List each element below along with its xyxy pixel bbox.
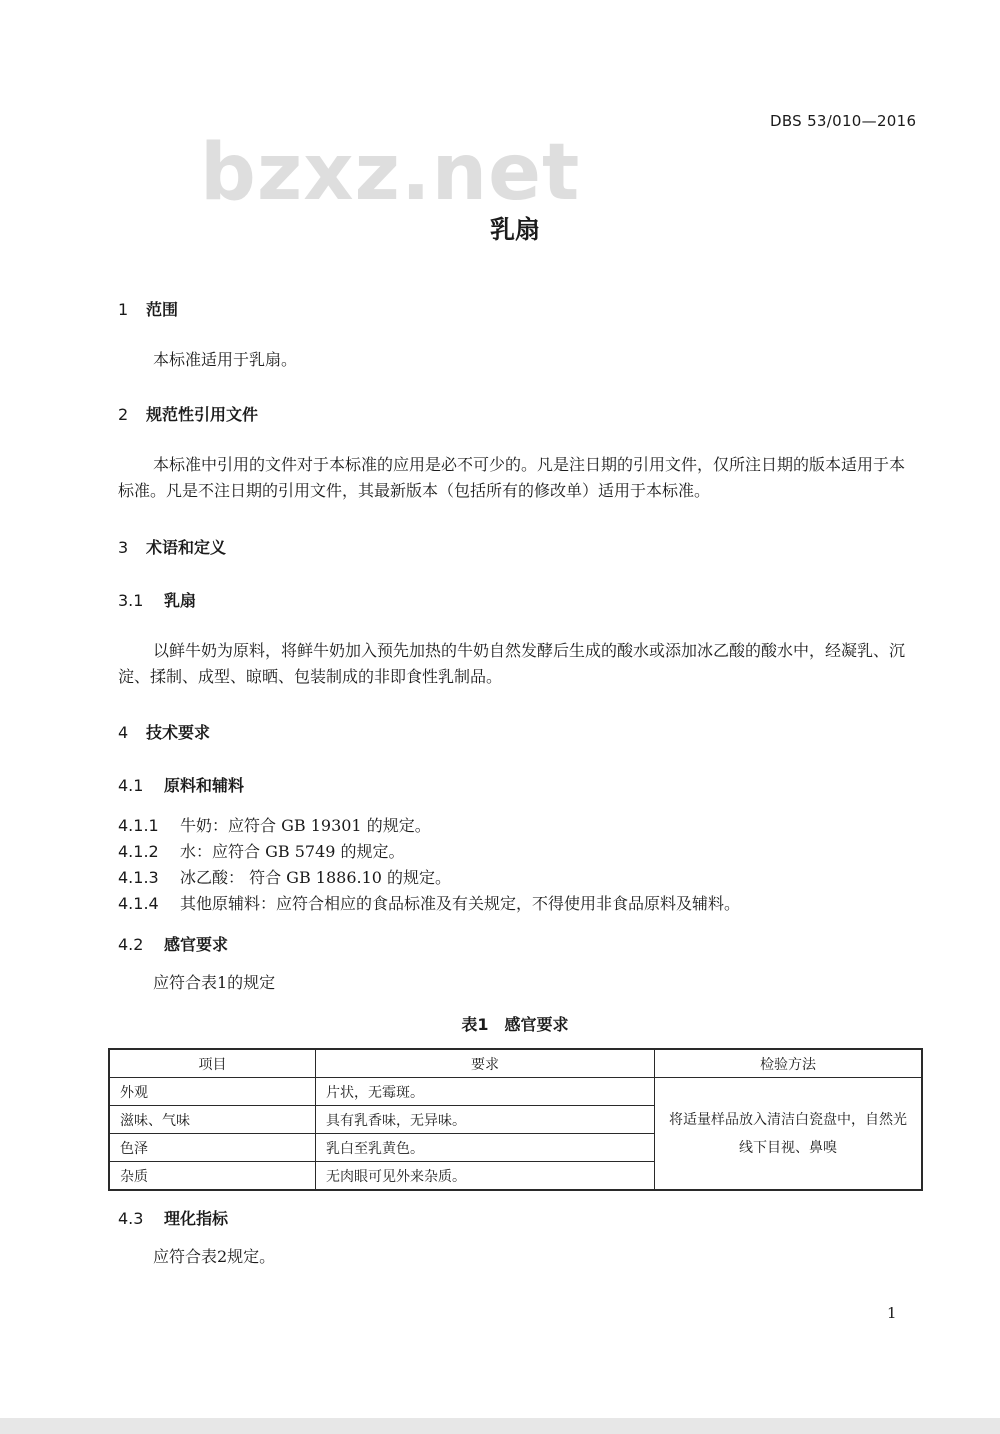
section-4-3-heading [118, 1206, 228, 1229]
section-number: 4 [118, 723, 129, 742]
section-3-heading [118, 535, 226, 558]
item-number: 4.1.2 [118, 842, 159, 861]
table-cell: 外观 [109, 1078, 316, 1106]
section-number: 2 [118, 405, 129, 424]
section-4-2-text: 应符合表1的规定 [153, 973, 276, 992]
section-title: 术语和定义 [146, 538, 227, 557]
column-header: 要求 [316, 1049, 655, 1078]
list-item [118, 865, 451, 888]
section-title: 技术要求 [146, 723, 211, 742]
list-item [118, 813, 431, 836]
item-number: 4.1.1 [118, 816, 159, 835]
section-3-1-text: 以鲜牛奶为原料，将鲜牛奶加入预先加热的牛奶自然发酵后生成的酸水或添加冰乙酸的酸水中，经凝乳、沉淀、揉制、成型、晾晒、包装制成的非即食性乳制品。 [118, 641, 906, 686]
section-number: 3 [118, 538, 129, 557]
standard-code: DBS 53/010—2016 [770, 112, 917, 130]
section-4-1-heading [118, 773, 244, 796]
section-2-heading [118, 402, 258, 425]
viewer-bottom-edge [0, 1418, 1000, 1434]
section-1-text: 本标准适用于乳扇。 [153, 350, 298, 369]
document-title: 乳扇 [489, 215, 540, 244]
section-1-heading [118, 297, 178, 320]
item-number: 4.1.3 [118, 868, 159, 887]
table-cell: 乳白至乳黄色。 [316, 1134, 655, 1162]
item-text: 冰乙酸： 符合 GB 1886.10 的规定。 [180, 868, 452, 887]
list-item [118, 839, 405, 862]
table-cell: 滋味、气味 [109, 1106, 316, 1134]
section-3-1-heading [118, 588, 196, 611]
section-number: 4.2 [118, 935, 144, 954]
page-number: 1 [887, 1304, 897, 1322]
section-title: 乳扇 [164, 591, 197, 610]
table-cell-method [655, 1078, 923, 1191]
section-4-3-text: 应符合表2规定。 [153, 1247, 276, 1266]
section-4-heading [118, 720, 210, 743]
section-2-text: 本标准中引用的文件对于本标准的应用是必不可少的。凡是注日期的引用文件，仅所注日期的版本适用于本标准。凡是不注日期的引用文件，其最新版本（包括所有的修改单）适用于本标准。 [118, 455, 906, 500]
section-number: 1 [118, 300, 129, 319]
table-cell: 色泽 [109, 1134, 316, 1162]
column-header: 项目 [109, 1049, 316, 1078]
table-cell: 杂质 [109, 1162, 316, 1191]
table-header-row [109, 1049, 922, 1078]
column-header: 检验方法 [655, 1049, 923, 1078]
item-text: 水：应符合 GB 5749 的规定。 [180, 842, 405, 861]
sensory-requirements-table [108, 1048, 923, 1191]
table-cell: 无肉眼可见外来杂质。 [316, 1162, 655, 1191]
method-text: 将适量样品放入清洁白瓷盘中，自然光线下目视、鼻嗅 [669, 1111, 907, 1156]
section-title: 理化指标 [164, 1209, 229, 1228]
section-number: 4.1 [118, 776, 144, 795]
watermark: bzxz.net [200, 128, 581, 218]
section-title: 原料和辅料 [164, 776, 245, 795]
section-number: 3.1 [118, 591, 144, 610]
list-item [118, 891, 740, 914]
table-cell: 片状，无霉斑。 [316, 1078, 655, 1106]
section-4-2-heading [118, 932, 228, 955]
section-number: 4.3 [118, 1209, 144, 1228]
section-title: 规范性引用文件 [146, 405, 259, 424]
item-text: 牛奶：应符合 GB 19301 的规定。 [180, 816, 431, 835]
item-text: 其他原辅料：应符合相应的食品标准及有关规定，不得使用非食品原料及辅料。 [180, 894, 741, 913]
section-title: 范围 [146, 300, 179, 319]
table-cell: 具有乳香味，无异味。 [316, 1106, 655, 1134]
item-number: 4.1.4 [118, 894, 159, 913]
table-caption: 表1 感官要求 [461, 1015, 569, 1034]
table-row [109, 1078, 922, 1106]
section-title: 感官要求 [164, 935, 229, 954]
